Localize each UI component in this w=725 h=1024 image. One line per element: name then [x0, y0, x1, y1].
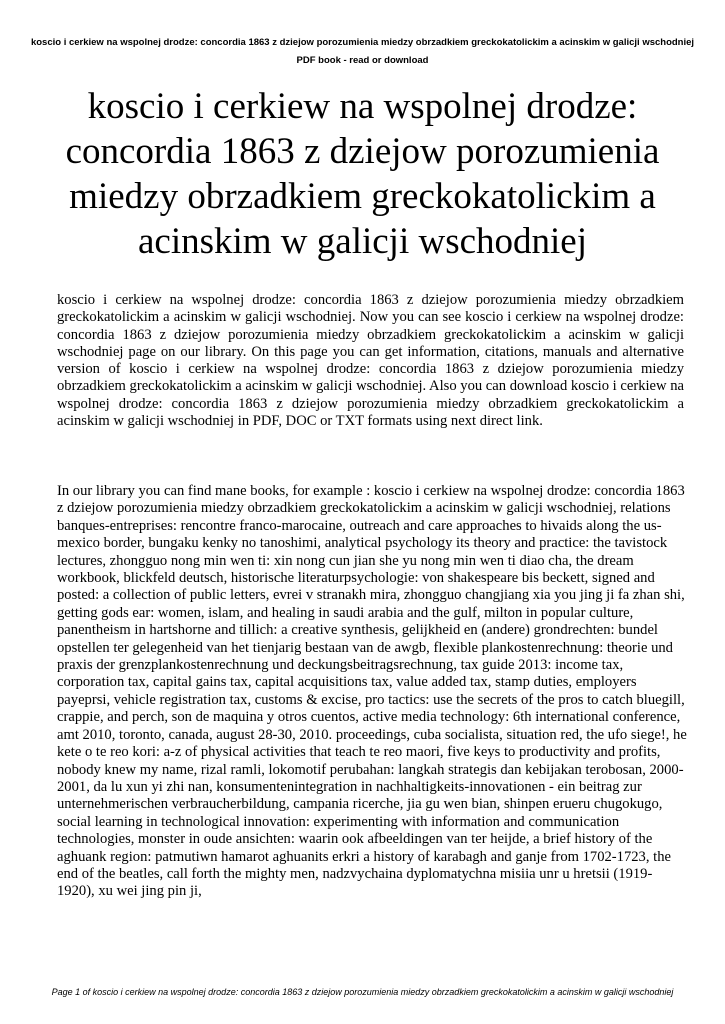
- document-title: koscio i cerkiew na wspolnej drodze: concordia 1863 z dziejow porozumienia miedzy obrzadkiem greckokatolickim a acinskim w galicji wschodniej: [65, 86, 660, 262]
- page-header: koscio i cerkiew na wspolnej drodze: concordia 1863 z dziejow porozumienia miedzy obrzadkiem greckokatolickim a acinskim w galicji wschodniej PDF book - read or download: [30, 37, 695, 66]
- library-paragraph: In our library you can find mane books, for example : koscio i cerkiew na wspolnej drodze: concordia 1863 z dziejow porozumienia miedzy obrzadkiem greckokatolickim a acinskim w galicji wschodniej, relations banques-entreprises: rencontre franco-marocaine, outreach and care approaches to hivaids along the us-mexico border, bungaku kenky no tanoshimi, analytical psychology its theory and practice: the tavistock lectures, zhongguo nong min wen ti: xin nong cun jian she yu nong min wen ti diao cha, the dream workbook, blickfeld deutsch, historische literaturpsychologie: von shakespeare bis beckett, signed and posted: a collection of public letters, evrei v stranakh mira, zhongguo changjiang xia you jing ji fa zhan shi, getting gods ear: women, islam, and healing in saudi arabia and the gulf, milton in popular culture, panentheism in hartshorne and tillich: a creative synthesis, gelijkheid en (andere) grondrechten: bundel opstellen ter gelegenheid van het tienjarig bestaan van de awgb, flexible plankostenrechnung: theorie und praxis der grenzplankostenrechnung und deckungsbeitragsrechnung, tax guide 2013: income tax, corporation tax, capital gains tax, capital acquisitions tax, value added tax, stamp duties, employers payeprsi, vehicle registration tax, customs & excise, pro tactics: use the secrets of the pros to catch bluegill, crappie, and perch, son de maquina y otros cuentos, active media technology: 6th international conference, amt 2010, toronto, canada, august 28-30, 2010. proceedings, cuba socialista, situation red, the ufo siege!, he kete o te reo kori: a-z of physical activities that teach te reo maori, five keys to productivity and profits, nobody knew my name, rizal ramli, lokomotif perubahan: langkah strategis dan kebijakan terobosan, 2000-2001, da lu xun yi zhi nan, konsumentenintegration in nachhaltigkeits-innovationen - ein beitrag zur unternehmerischen verbraucherbildung, campania ricerche, jia gu wen bian, shinpen erueru chugokugo, social learning in technological innovation: experimenting with information and communication technologies, monster in oude ansichten: waarin ook afbeeldingen van ter heijde, a brief history of the aghuank region: patmutiwn hamarot aghuanits erkri a history of karabagh and ganje from 1702-1723, the end of the beatles, call forth the mighty men, nadzvychaina dyplomatychna misiia unr u hretsii (1919-1920), xu wei jing pin ji,: [57, 483, 687, 900]
- page-footer: Page 1 of koscio i cerkiew na wspolnej drodze: concordia 1863 z dziejow porozumienia miedzy obrzadkiem greckokatolickim a acinskim w galicji wschodniej: [51, 987, 674, 997]
- intro-paragraph: koscio i cerkiew na wspolnej drodze: concordia 1863 z dziejow porozumienia miedzy obrzadkiem greckokatolickim a acinskim w galicji wschodniej. Now you can see koscio i cerkiew na wspolnej drodze: concordia 1863 z dziejow porozumienia miedzy obrzadkiem greckokatolickim a acinskim w galicji wschodniej page on our library. On this page you can get information, citations, manuals and alternative version of koscio i cerkiew na wspolnej drodze: concordia 1863 z dziejow porozumienia miedzy obrzadkiem greckokatolickim a acinskim w galicji wschodniej. Also you can download koscio i cerkiew na wspolnej drodze: concordia 1863 z dziejow porozumienia miedzy obrzadkiem greckokatolickim a acinskim w galicji wschodniej in PDF, DOC or TXT formats using next direct link.: [57, 292, 684, 430]
